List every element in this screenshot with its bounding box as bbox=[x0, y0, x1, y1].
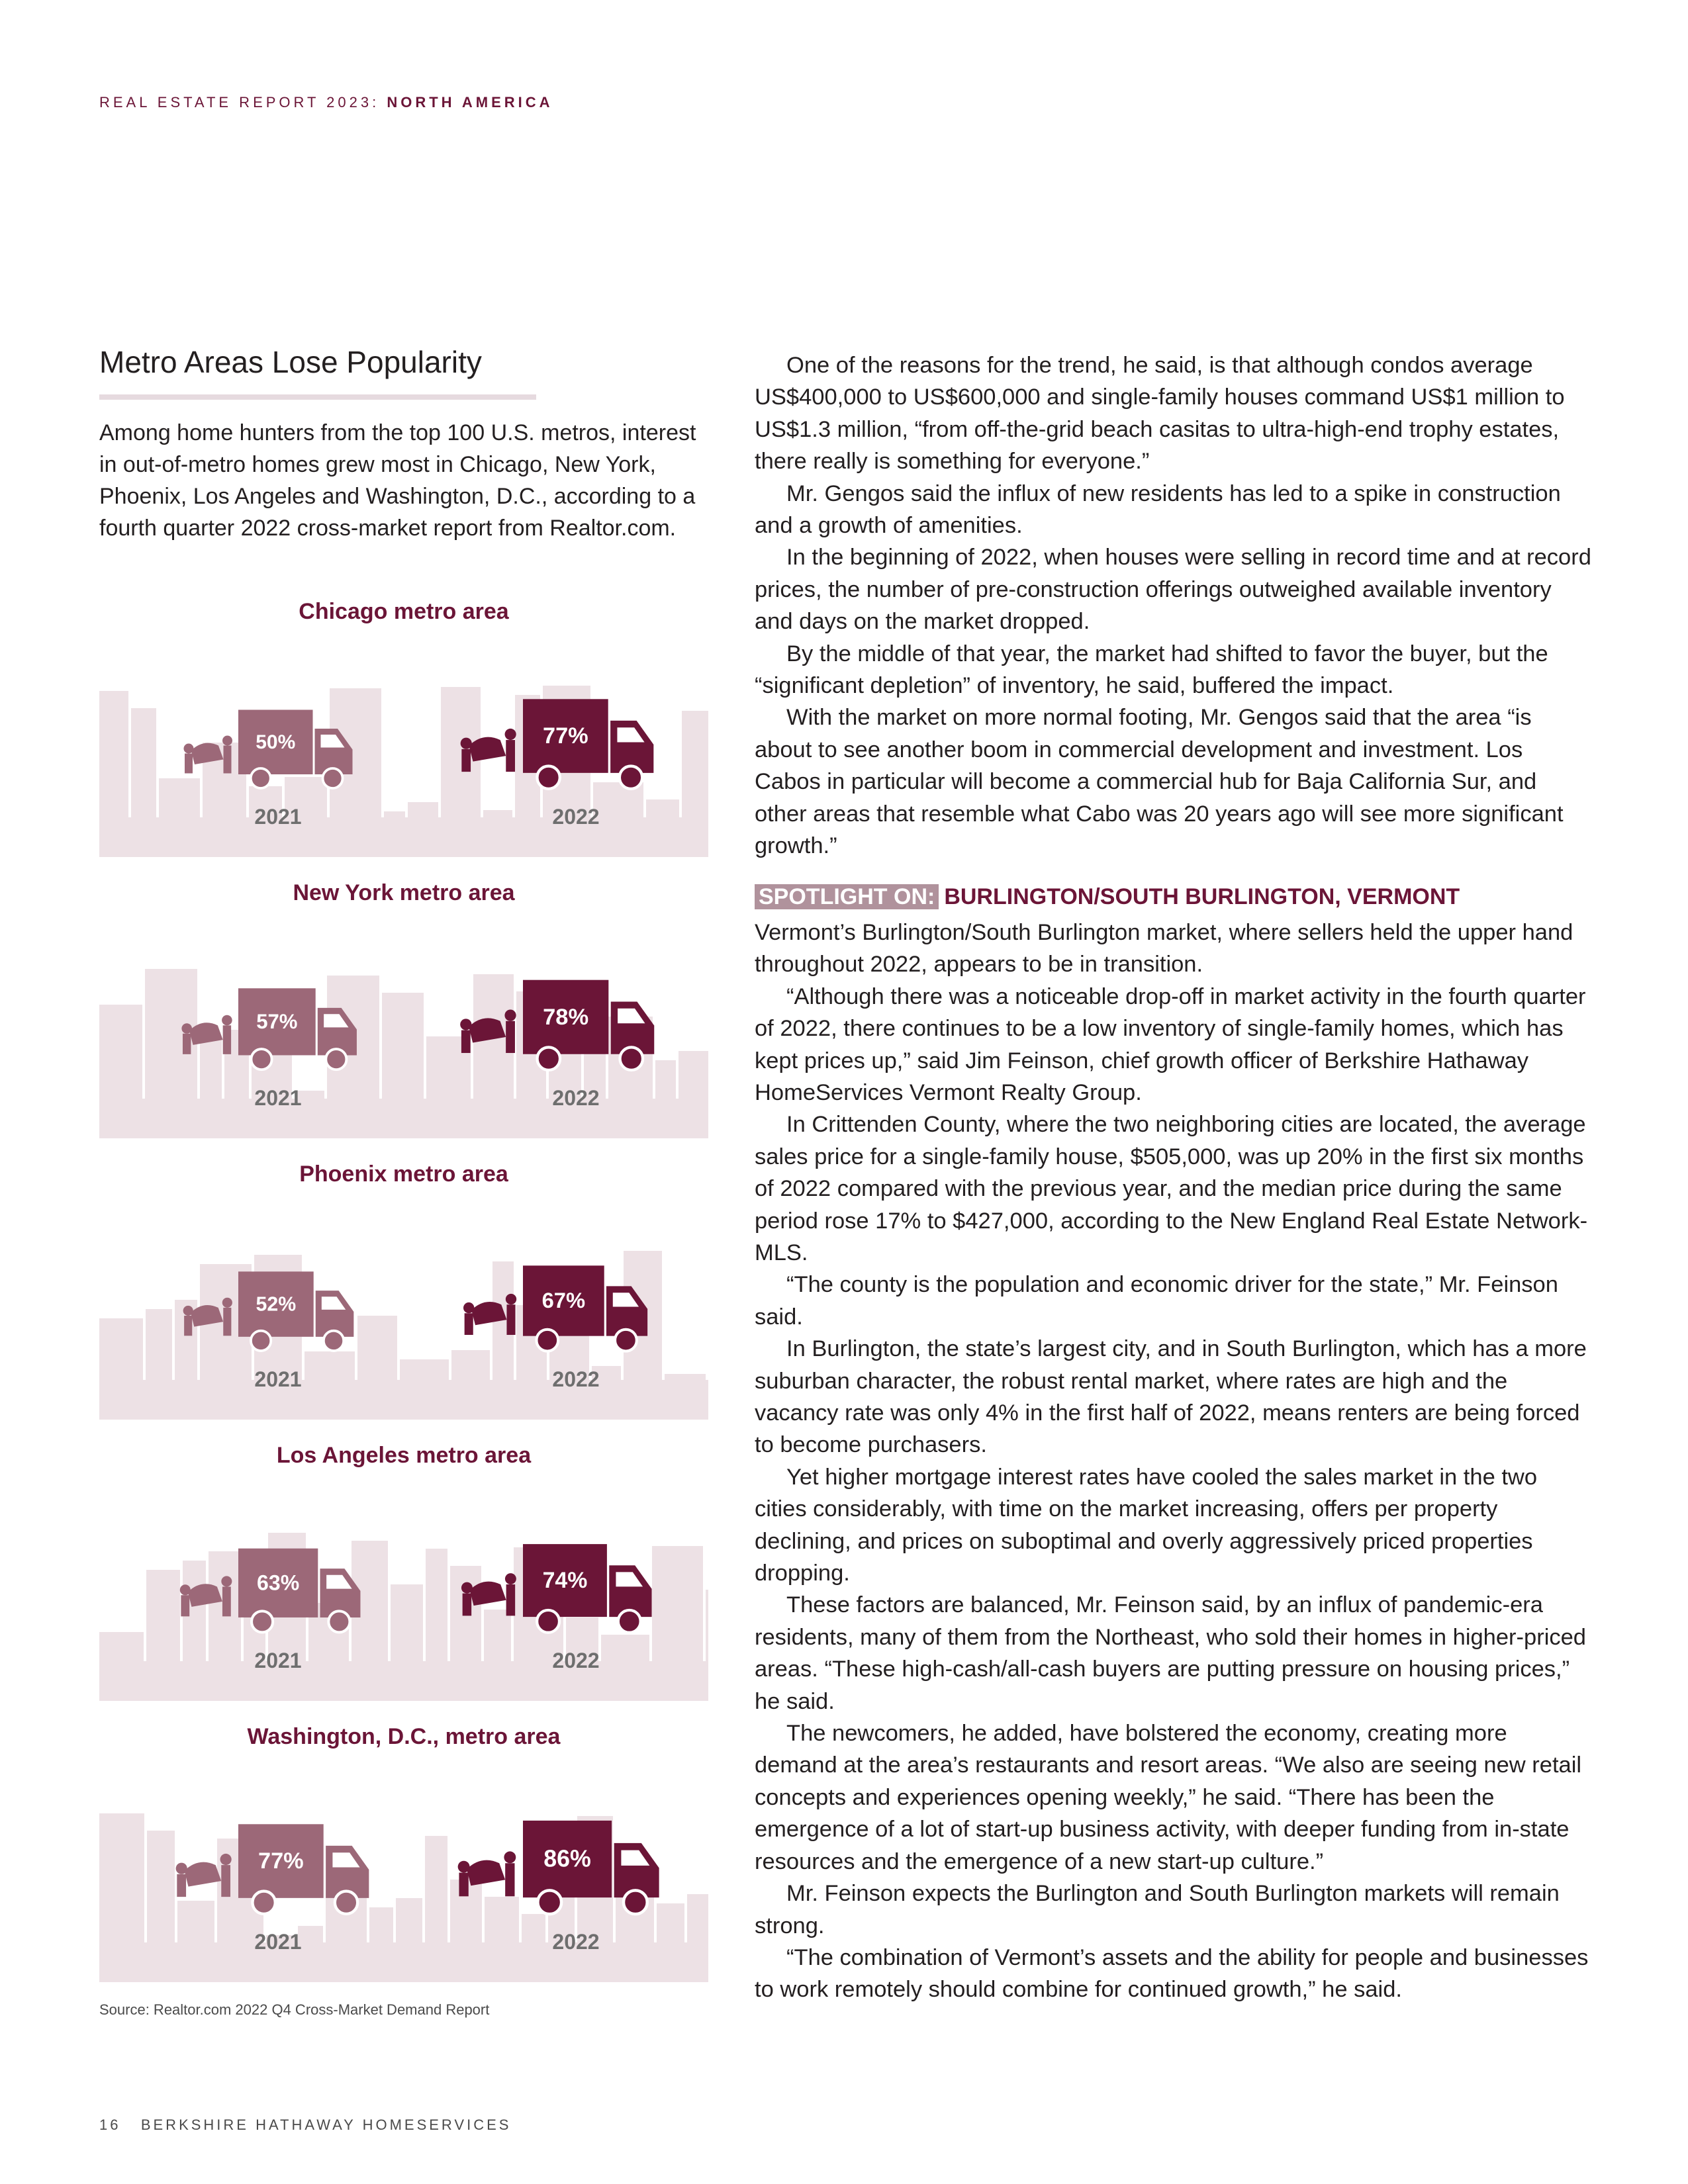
article-paragraph: “The combination of Vermont’s assets and the ability for people and businesses to work remotely should combine for continued growth,” he said. bbox=[755, 1944, 1589, 2003]
left-column bbox=[99, 344, 708, 544]
skyline-graphic bbox=[99, 1813, 708, 1982]
article-paragraph: With the market on more normal footing, Mr. Gengos said that the area “is about to see another boom in commercial development and investment. Los Cabos in particular will become a commercial hub for Baja California Sur, and other areas that resemble what Cabo was 20 years ago will see more significant growth.” bbox=[755, 705, 1564, 859]
article-paragraph: One of the reasons for the trend, he said, is that although condos average US$400,000 to US$600,000 and single-family houses command US$1 million to US$1.3 million, “from off-the-grid beach casitas to ultra-high-end trophy estates, there really is something for everyone.” bbox=[755, 353, 1565, 475]
year-label: 2022 bbox=[552, 1649, 600, 1672]
section-title: Metro Areas Lose Popularity bbox=[99, 344, 536, 400]
page-footer bbox=[99, 2116, 511, 2134]
metro-graphic bbox=[99, 1188, 708, 1420]
spotlight-heading bbox=[755, 881, 1592, 913]
article-top bbox=[755, 349, 1592, 862]
year-label: 2021 bbox=[254, 1649, 302, 1672]
value-label: 67% bbox=[541, 1288, 586, 1313]
movers-icon bbox=[463, 1294, 516, 1335]
truck-icon bbox=[461, 699, 654, 789]
metro-chart bbox=[99, 880, 708, 1145]
article-paragraph: In the beginning of 2022, when houses were selling in record time and at record prices, the number of pre-construction offerings outweighed available inventory and days on the market dropped. bbox=[755, 545, 1591, 635]
article-paragraph: Yet higher mortgage interest rates have cooled the sales market in the two cities considerably, with time on the market increasing, offers per property declining, and prices on suboptimal and overly aggressively priced properties dropping. bbox=[755, 1464, 1538, 1586]
metro-chart bbox=[99, 1161, 708, 1426]
header-region: NORTH AMERICA bbox=[387, 94, 553, 111]
article-paragraph: “Although there was a noticeable drop-off in market activity in the fourth quarter of 2022, there continues to be a low inventory of single-family homes, which has kept prices up,” said Jim Feinson, chief growth officer of Berkshire Hathaway HomeServices Vermont Realty Group. bbox=[755, 983, 1586, 1105]
metro-graphic bbox=[99, 625, 708, 857]
year-label: 2022 bbox=[552, 1086, 600, 1110]
movers-icon bbox=[176, 1854, 232, 1897]
metro-chart bbox=[99, 1724, 708, 1989]
article-paragraph: In Burlington, the state’s largest city, and in South Burlington, which has a more suburban character, the robust rental market, where rates are high and the vacancy rate was only 4% in the first half of 2022, means renters are being forced to become purchasers. bbox=[755, 1336, 1587, 1458]
metro-chart bbox=[99, 599, 708, 864]
article-paragraph: In Crittenden County, where the two neighboring cities are located, the average sales price for a single-family house, $505,000, was up 20% in the first six months of 2022 compared with the previous year, and the median price during the same period rose 17% to $427,000, according to the New England Real Estate Network-MLS. bbox=[755, 1112, 1588, 1265]
metro-graphic bbox=[99, 907, 708, 1138]
metro-graphic bbox=[99, 1469, 708, 1701]
article-paragraph: “The county is the population and economic driver for the state,” Mr. Feinson said. bbox=[755, 1272, 1558, 1330]
value-label: 78% bbox=[543, 1004, 589, 1030]
year-label: 2021 bbox=[254, 805, 302, 829]
spotlight-tag: SPOTLIGHT ON: bbox=[755, 884, 939, 909]
spotlight-title: BURLINGTON/SOUTH BURLINGTON, VERMONT bbox=[944, 884, 1460, 909]
value-label: 86% bbox=[543, 1845, 591, 1872]
metro-title: Los Angeles metro area bbox=[276, 1443, 532, 1468]
article-bottom bbox=[755, 917, 1592, 2006]
year-label: 2022 bbox=[552, 1367, 600, 1391]
value-label: 77% bbox=[258, 1848, 304, 1874]
article-paragraph: The newcomers, he added, have bolstered the economy, creating more demand at the area’s restaurants and resort areas. “We also are seeing new retail concepts and experiences opening weekly,” he said. “There has been the emergence of a lot of start-up business activity, with deeper funding from in-state resources and the emergence of a new start-up culture.” bbox=[755, 1721, 1582, 1874]
year-label: 2021 bbox=[254, 1086, 302, 1110]
article-paragraph: By the middle of that year, the market had shifted to favor the buyer, but the “significant depletion” of inventory, he said, buffered the impact. bbox=[755, 641, 1548, 699]
article-paragraph: Mr. Gengos said the influx of new residents has led to a spike in construction and a growth of amenities. bbox=[755, 480, 1561, 539]
value-label: 52% bbox=[256, 1293, 297, 1316]
metro-graphic bbox=[99, 1751, 708, 1982]
movers-icon bbox=[458, 1851, 516, 1896]
value-label: 77% bbox=[543, 723, 588, 749]
metro-title: Phoenix metro area bbox=[299, 1161, 508, 1187]
article-paragraph: These factors are balanced, Mr. Feinson said, by an influx of pandemic-era residents, many of them from the Northeast, who sold their homes in higher-priced areas. “These high-cash/all-cash buyers are putting pressure on housing prices,” he said. bbox=[755, 1592, 1586, 1714]
year-label: 2021 bbox=[254, 1367, 302, 1391]
footer-brand: BERKSHIRE HATHAWAY HOMESERVICES bbox=[140, 2116, 512, 2133]
truck-icon bbox=[463, 1265, 647, 1351]
value-label: 57% bbox=[256, 1009, 298, 1033]
value-label: 63% bbox=[257, 1570, 300, 1595]
article-paragraph: Vermont’s Burlington/South Burlington market, where sellers held the upper hand throughout 2022, appears to be in transition. bbox=[755, 919, 1573, 978]
source-note: Source: Realtor.com 2022 Q4 Cross-Market Demand Report bbox=[99, 2001, 490, 2018]
year-label: 2022 bbox=[552, 805, 600, 829]
metro-title: Washington, D.C., metro area bbox=[247, 1724, 561, 1749]
value-label: 50% bbox=[256, 731, 296, 753]
intro-text: Among home hunters from the top 100 U.S. metros, interest in out-of-metro homes grew most in Chicago, New York, Phoenix, Los Angeles and Washington, D.C., according to a fourth quarter 2022 cross-market report from Realtor.com. bbox=[99, 420, 696, 541]
right-column bbox=[755, 349, 1592, 2006]
header-prefix: REAL ESTATE REPORT 2023: bbox=[99, 94, 387, 111]
article-paragraph: Mr. Feinson expects the Burlington and South Burlington markets will remain strong. bbox=[755, 1881, 1560, 1938]
year-label: 2021 bbox=[254, 1930, 302, 1954]
metro-title: Chicago metro area bbox=[299, 599, 509, 624]
truck-icon bbox=[180, 1549, 361, 1633]
value-label: 74% bbox=[542, 1568, 588, 1594]
page-number: 16 bbox=[99, 2116, 121, 2133]
truck-icon bbox=[176, 1824, 369, 1914]
metro-title: New York metro area bbox=[293, 880, 515, 905]
report-header bbox=[99, 94, 553, 111]
year-label: 2022 bbox=[552, 1930, 600, 1954]
metro-chart bbox=[99, 1443, 708, 1707]
